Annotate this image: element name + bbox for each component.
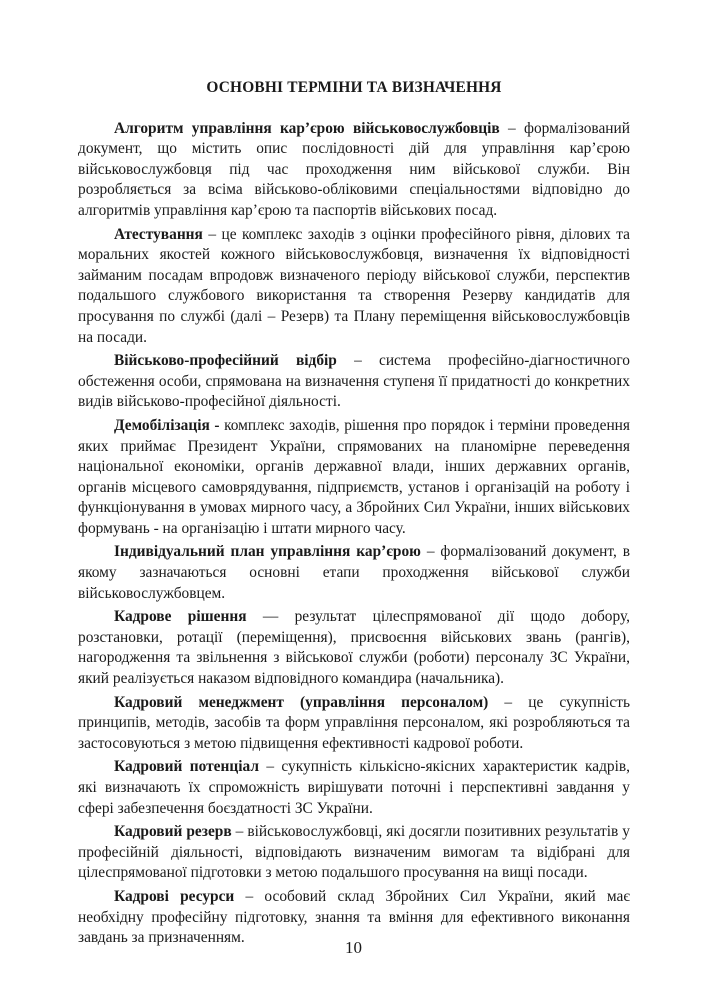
definition-entry: [78, 542, 630, 604]
term: Кадрове рішення: [114, 608, 247, 626]
term: Кадровий резерв: [114, 823, 232, 841]
page-title: ОСНОВНІ ТЕРМІНИ ТА ВИЗНАЧЕННЯ: [206, 79, 502, 96]
term: Кадрові ресурси: [114, 887, 235, 905]
definition-entry: [78, 607, 630, 689]
term: Військово-професійний відбір: [114, 352, 337, 370]
definition-entry: [78, 757, 630, 819]
page-number: 10: [345, 938, 362, 957]
term: Кадровий потенціал: [114, 758, 259, 776]
term: Атестування: [114, 225, 203, 243]
definition: – сукупність кількісно-якісних характеристик кадрів, які визначають їх спроможність вирішувати поточні і перспективні завдання у сфері забезпечення боєздатності ЗС України.: [78, 758, 630, 817]
definition: комплекс заходів, рішення про порядок і терміни проведення яких приймає Президент України, спрямованих на планомірне переведення національної економіки, органів державної влади, інших державних органів, органів місцевого самоврядування, підприємств, установ і організацій на роботу і функціонування в умовах мирного часу, а Збройних Сил України, інших військових формувань - на організацію і штати мирного часу.: [78, 416, 630, 537]
definition: – особовий склад Збройних Сил України, який має необхідну професійну підготовку, знання та вміння для ефективного виконання завдань за призначенням.: [78, 887, 630, 947]
definition-entry: [78, 119, 630, 222]
definition-entry: [78, 351, 630, 413]
definition: — результат цілеспрямованої дії щодо добору, розстановки, ротації (переміщення), присвоєння військових звань (рангів), нагородження та звільнення з військової служби (роботи) персоналу ЗС України, який реалізується наказом відповідного командира (начальника).: [78, 608, 630, 688]
term: Індивідуальний план управління кар’єрою: [114, 543, 421, 561]
definition: – це комплекс заходів з оцінки професійного рівня, ділових та моральних якостей кожного військовослужбовця, визначення їх відповідності займаним посадам впродовж визначеного періоду військової служби, перспектив подальшого службового використання та створення Резерву кандидатів для просування по службі (далі – Резерв) та Плану переміщення військовослужбовців на посади.: [78, 225, 630, 346]
document-page: [78, 78, 630, 952]
term: Демобілізація -: [114, 416, 220, 434]
definition: – формалізований документ, в якому зазначаються основні етапи проходження військової служби військовослужбовцем.: [78, 543, 630, 602]
term: Алгоритм управління кар’єрою військовослужбовців: [114, 119, 500, 137]
definition: – військовослужбовці, які досягли позитивних результатів у професійній діяльності, відповідають визначеним вимогам та відібрані для цілеспрямованої підготовки з метою подальшого просування на вищі посади.: [78, 823, 630, 882]
definition-entry: [78, 693, 630, 755]
definition: – формалізований документ, що містить опис послідовності дій для управління кар’єрою військовослужбовця під час проходження ним військової служби. Він розробляється за всіма військово-обліковими спеціальностями відповідно до алгоритмів управління кар’єрою та паспортів військових посад.: [78, 119, 630, 219]
definition-entry: [78, 416, 630, 540]
definition: – система професійно-діагностичного обстеження особи, спрямована на визначення ступеня її придатності до конкретних видів військово-професійної діяльності.: [78, 352, 630, 411]
definition: – це сукупність принципів, методів, засобів та форм управління персоналом, які розробляються та застосовуються з метою підвищення ефективності кадрової роботи.: [78, 693, 630, 752]
definition-entry: [78, 225, 630, 349]
definition-entry: [78, 822, 630, 884]
term: Кадровий менеджмент (управління персоналом): [114, 693, 489, 711]
